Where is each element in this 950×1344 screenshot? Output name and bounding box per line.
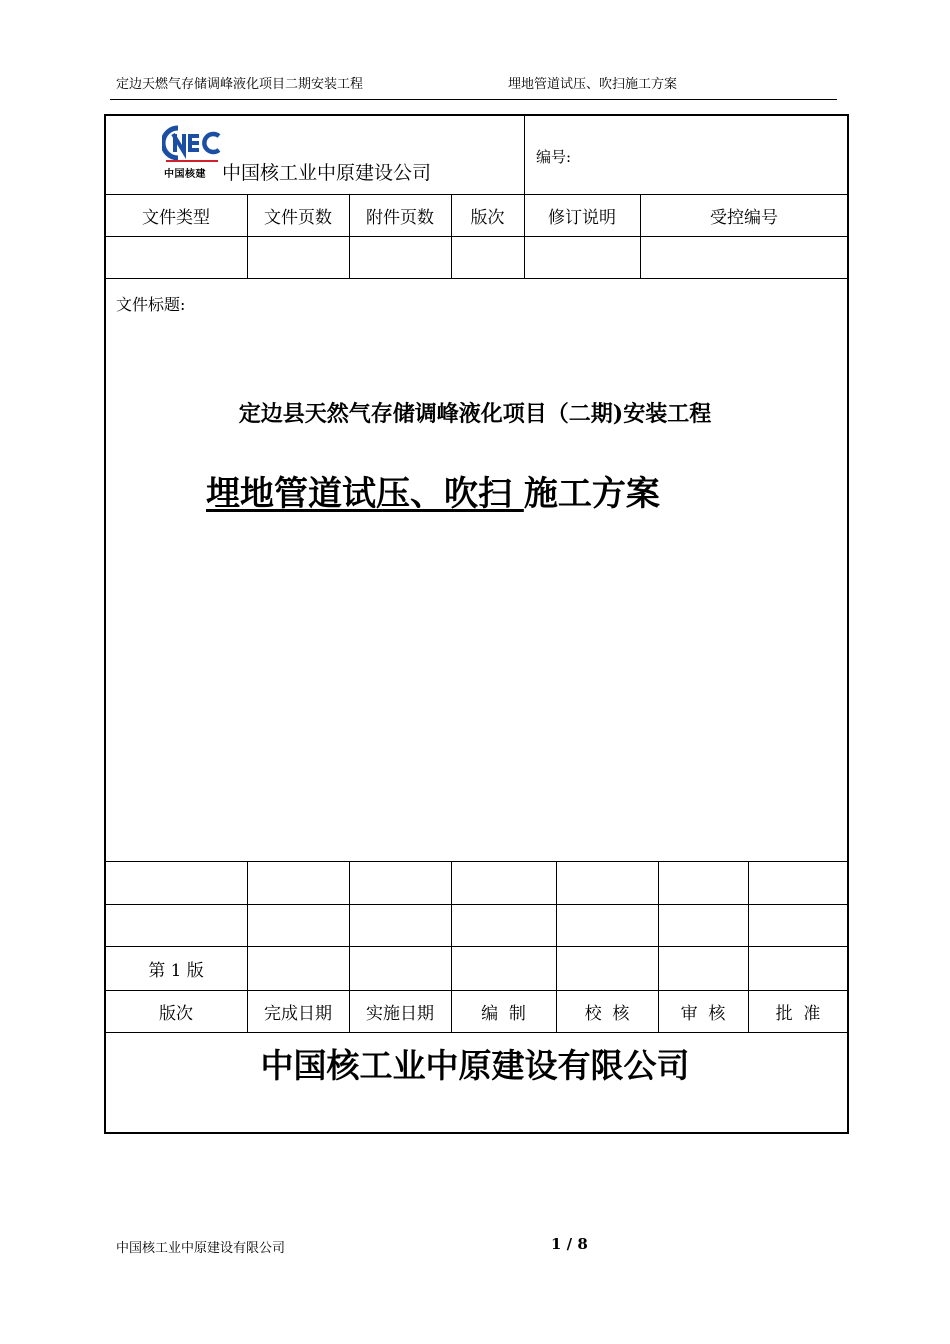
col-doc-type: 文件类型: [142, 208, 210, 228]
file-title-label: 文件标题:: [116, 295, 186, 314]
company-name-short: 中国核工业中原建设公司: [222, 162, 432, 184]
main-title-underlined: 埋地管道试压、吹扫: [206, 474, 524, 514]
divider: [105, 861, 848, 862]
divider: [105, 904, 848, 905]
logo-caption: 中国核建: [164, 169, 206, 180]
rev-col-version: 版次: [159, 1004, 193, 1024]
rev-col-approved: 批 准: [775, 1004, 821, 1024]
main-title: [206, 466, 660, 515]
rev-col-reviewed: 审 核: [680, 1004, 726, 1024]
divider: [105, 236, 848, 237]
rev-col-checked: 校 核: [584, 1004, 630, 1024]
project-title: 定边县天然气存储调峰液化项目（二期)安装工程: [238, 401, 712, 427]
col-page-count: 文件页数: [264, 208, 332, 228]
header-rule: [110, 99, 837, 100]
page-number: 1 / 8: [551, 1235, 588, 1253]
header-document-name: 埋地管道试压、吹扫施工方案: [508, 77, 678, 92]
divider: [105, 278, 848, 279]
main-title-rest: 施工方案: [523, 474, 660, 514]
header-project-name: 定边天燃气存储调峰液化项目二期安装工程: [116, 77, 364, 92]
doc-number-label: 编号:: [536, 148, 572, 166]
rev-col-completion-date: 完成日期: [264, 1004, 332, 1024]
version-entry: 第 1 版: [148, 961, 204, 981]
col-attachment-pages: 附件页数: [366, 208, 434, 228]
rev-col-implementation-date: 实施日期: [366, 1004, 434, 1024]
rev-col-prepared: 编 制: [481, 1004, 526, 1024]
company-name-full: 中国核工业中原建设有限公司: [260, 1046, 690, 1085]
divider: [105, 1032, 848, 1033]
col-version: 版次: [470, 208, 505, 228]
col-revision-note: 修订说明: [548, 208, 616, 228]
footer-company: 中国核工业中原建设有限公司: [116, 1241, 286, 1256]
col-control-number: 受控编号: [710, 208, 778, 228]
